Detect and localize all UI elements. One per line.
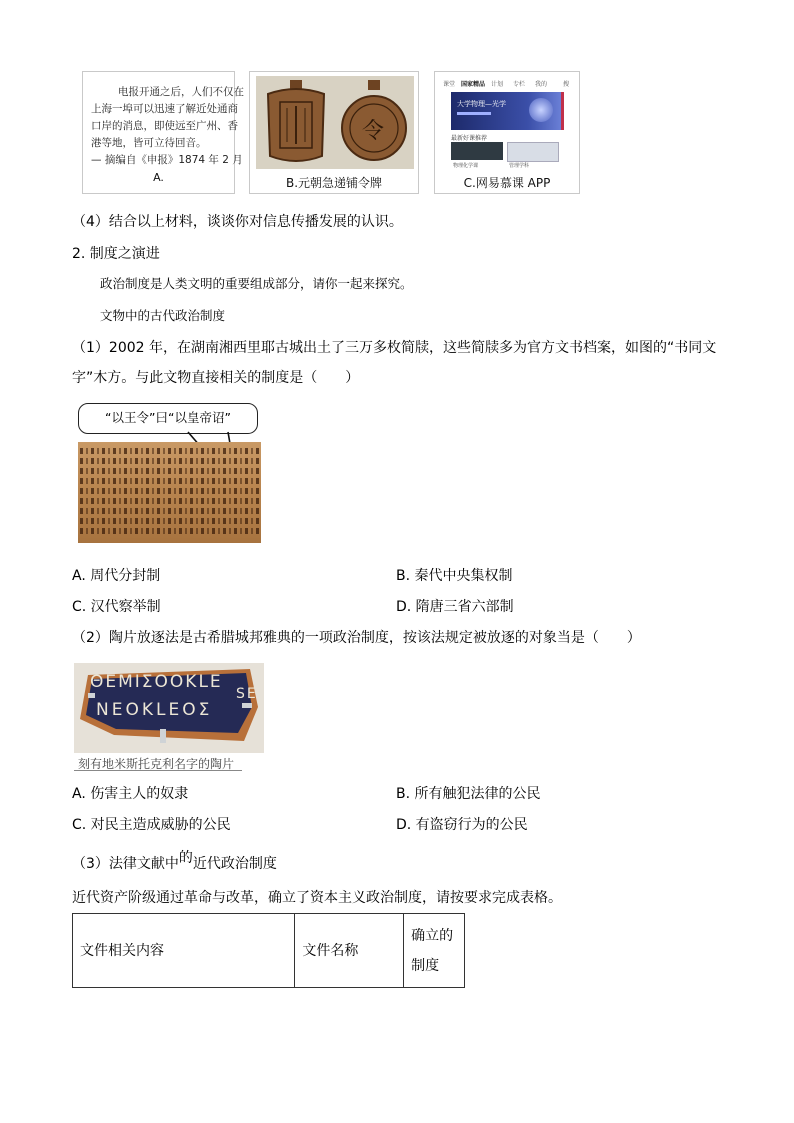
quote-line: 口岸的消息，即使远至广州、香 — [91, 120, 238, 132]
slip-speech-bubble: “以王令”曰“以皇帝诏” — [78, 403, 258, 434]
app-banner — [451, 92, 561, 130]
question-3-title — [72, 850, 277, 874]
app-card-2-label: 管理学科 — [509, 163, 530, 169]
q1-option-a: A. 周代分封制 — [72, 568, 161, 584]
q1-option-b: B. 秦代中央集权制 — [396, 568, 513, 584]
app-nav-item: 我的 — [535, 81, 548, 88]
ostracon-inscription-tail: SE — [236, 686, 258, 702]
question-1-line-2: 字”木方。与此文物直接相关的制度是（ ） — [72, 370, 360, 386]
ostracon-caption-line — [74, 770, 242, 771]
telegraph-quote-image — [82, 71, 244, 194]
app-nav-item: 国家精品 — [461, 81, 486, 88]
image-label-a: A. — [153, 171, 164, 184]
table-header-name: 文件名称 — [295, 914, 404, 988]
quote-line: 上海一埠可以迅速了解近处通商 — [91, 103, 238, 115]
q1-option-d: D. 隋唐三省六部制 — [396, 599, 514, 615]
app-section-title: 最新好课推荐 — [451, 135, 488, 142]
app-nav-item: 计划 — [491, 81, 504, 88]
ostracon-inscription-1: ΘEMIΣOOKLE — [90, 672, 223, 692]
image-caption-c: C.网易慕课 APP — [463, 176, 551, 190]
q3-title-pre: （3）法律文献中 — [72, 856, 179, 872]
mooc-app-image — [434, 71, 580, 194]
q3-answer-table — [72, 913, 465, 988]
app-card-2 — [507, 142, 559, 162]
image-caption-b: B.元朝急递铺令牌 — [285, 176, 383, 190]
section-2-title: 2. 制度之演进 — [72, 246, 160, 262]
token-right-char: 令 — [362, 119, 385, 144]
table-header-system — [404, 914, 465, 988]
section-2-sub: 文物中的古代政治制度 — [100, 308, 226, 323]
table-header-system-line-2: 制度 — [411, 957, 440, 974]
q3-title-mark: 的 — [178, 850, 193, 866]
app-card-1-label: 物理化学课 — [453, 163, 479, 169]
ostracon-caption: 刻有地米斯托克利名字的陶片 — [78, 757, 235, 771]
app-nav-item: 课堂 — [443, 81, 456, 88]
app-banner-orb — [529, 98, 553, 122]
q3-title-post: 近代政治制度 — [192, 856, 277, 872]
q2-option-b: B. 所有触犯法律的公民 — [396, 786, 541, 802]
question-4: （4）结合以上材料，谈谈你对信息传播发展的认识。 — [72, 214, 403, 230]
quote-line: 电报开通之后，人们不仅在 — [118, 86, 244, 98]
app-card-1 — [451, 142, 503, 160]
bamboo-slip-photo — [78, 442, 261, 543]
quote-line: — 摘编自《申报》1874 年 2 月 — [91, 154, 243, 166]
q2-option-c: C. 对民主造成威胁的公民 — [72, 817, 231, 833]
app-nav-item: 专栏 — [513, 81, 526, 88]
q1-option-c: C. 汉代察举制 — [72, 599, 161, 615]
q2-option-d: D. 有盗窃行为的公民 — [396, 817, 528, 833]
question-3-intro: 近代资产阶级通过革命与改革，确立了资本主义政治制度，请按要求完成表格。 — [72, 890, 562, 906]
question-1-line-1: （1）2002 年，在湖南湘西里耶古城出土了三万多枚简牍，这些简牍多为官方文书档案，如图的“书同文 — [72, 340, 717, 356]
app-nav — [443, 79, 573, 89]
table-header-content: 文件相关内容 — [73, 914, 295, 988]
app-banner-text: 大学物理—光学 — [457, 100, 506, 108]
table-header-system-line-1: 确立的 — [411, 927, 454, 944]
app-nav-item: 搜 — [563, 81, 570, 88]
app-banner-bar — [457, 112, 491, 115]
question-2-stem: （2）陶片放逐法是古希腊城邦雅典的一项政治制度，按该法规定被放逐的对象当是（ ） — [72, 630, 641, 646]
section-2-intro: 政治制度是人类文明的重要组成部分，请你一起来探究。 — [100, 276, 413, 291]
yuan-token-image — [249, 71, 419, 194]
token-left-icon — [260, 78, 332, 168]
app-accent-bar — [561, 92, 564, 130]
quote-line: 港等地，皆可立待回音。 — [91, 137, 207, 149]
q2-option-a: A. 伤害主人的奴隶 — [72, 786, 189, 802]
ostracon-inscription-2: NEOKLEOΣ — [96, 700, 213, 720]
